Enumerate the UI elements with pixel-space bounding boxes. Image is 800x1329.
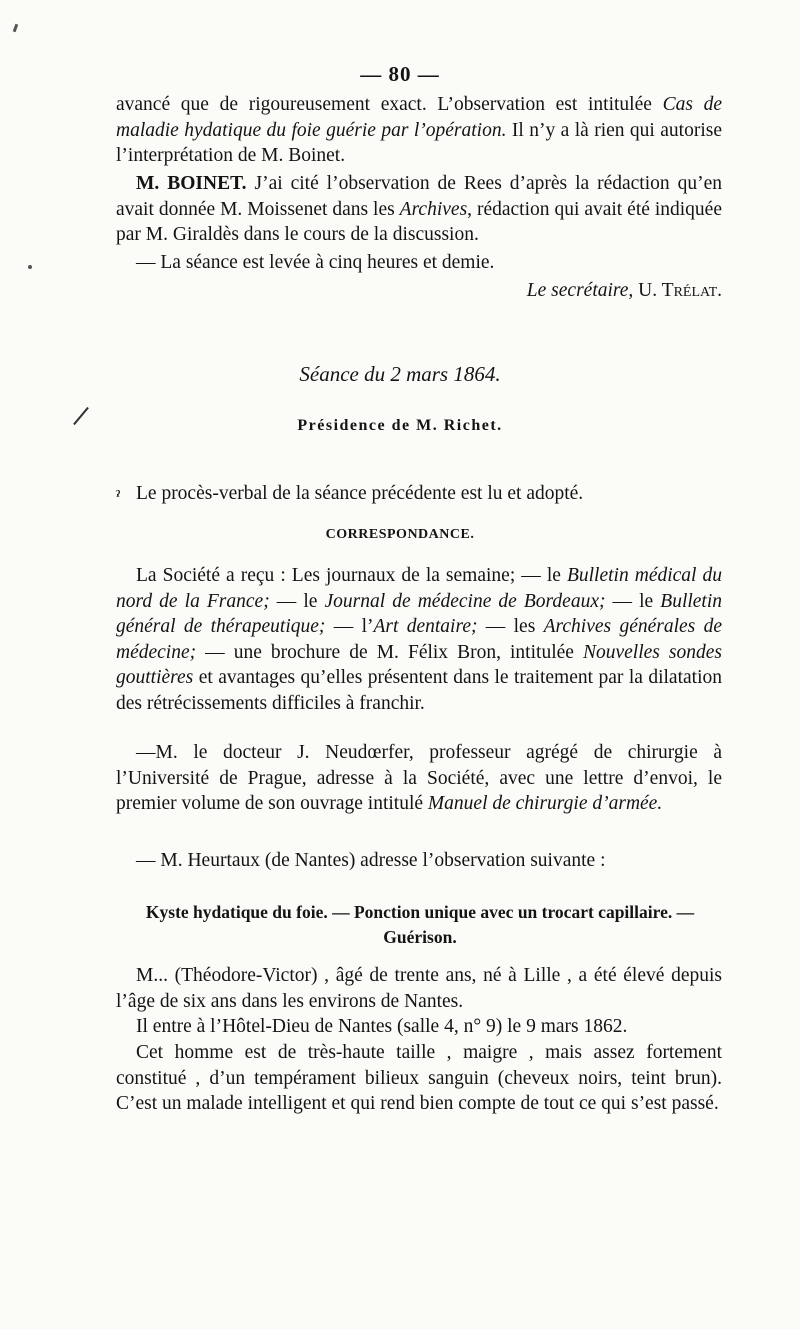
- closing-line: — La séance est levée à cinq heures et demie.: [136, 252, 495, 273]
- case-title: Kyste hydatique du foie. — Ponction unique avec un trocart capillaire. — Guérison.: [145, 902, 695, 947]
- minutes-line: Le procès-verbal de la séance précédente est lu et adopté.: [136, 483, 584, 504]
- paragraph-continued: avancé que de rigoureusement exact. L’observation est intitulée Cas de maladie hydatique du foie guérie par l’opération. Il n’y a là rien qui autorise l’interprétation de M. Boinet.: [116, 94, 723, 166]
- presidency-heading: Présidence de M. Richet.: [297, 417, 503, 434]
- ink-speck: [28, 265, 32, 269]
- speaker-name: M. BOINET.: [136, 173, 247, 194]
- paragraph-boinet: M. BOINET. J’ai cité l’observation de Rees d’après la rédaction qu’en avait donnée M. Moissenet dans les Archives, rédaction qui avait été indiquée par M. Giraldès dans le cours de la discussion.: [116, 173, 722, 245]
- page-number: — 80 —: [360, 62, 440, 86]
- correspondence-heading: CORRESPONDANCE.: [325, 527, 475, 542]
- correspondence-paragraph: La Société a reçu : Les journaux de la semaine; — le Bulletin médical du nord de la France; — le Journal de médecine de Bordeaux; — le Bulletin général de thérapeutique; — l’Art dentaire; — les Archives générales de médecine; — une brochure de M. Félix Bron, intitulée Nouvelles sondes gouttières et avantages qu’elles présentent dans le traitement par la dilatation des rétrécissements difficiles à franchir.: [116, 565, 723, 714]
- cited-title: Cas de maladie hydatique du foie guérie par l’opération.: [116, 94, 723, 141]
- case-paragraph-3: Cet homme est de très-haute taille , maigre , mais assez fortement constitué , d’un tempérament bilieux sanguin (cheveux noirs, teint brun). C’est un malade intelligent et qui rend bien compte de tout ce qui s’est passé.: [116, 1042, 722, 1114]
- secretary-signature: Le secrétaire, U. Trélat.: [526, 280, 722, 301]
- ink-speck: [13, 24, 19, 33]
- neudoerfer-paragraph: —M. le docteur J. Neudœrfer, professeur agrégé de chirurgie à l’Université de Prague, adresse à la Société, avec une lettre d’envoi, le premier volume de son ouvrage intitulé Manuel de chirurgie d’armée.: [116, 742, 722, 814]
- heurtaux-line: — M. Heurtaux (de Nantes) adresse l’observation suivante :: [136, 850, 606, 871]
- ink-mark: ˀ: [116, 488, 121, 505]
- case-paragraph-1: M... (Théodore-Victor) , âgé de trente ans, né à Lille , a été élevé depuis l’âge de six ans dans les environs de Nantes.: [116, 965, 722, 1012]
- case-paragraph-2: Il entre à l’Hôtel-Dieu de Nantes (salle 4, n° 9) le 9 mars 1862.: [136, 1016, 628, 1037]
- session-title: Séance du 2 mars 1864.: [299, 362, 501, 386]
